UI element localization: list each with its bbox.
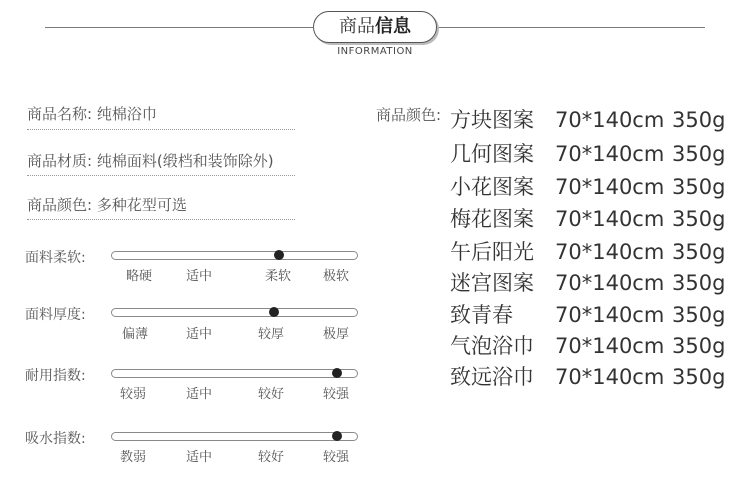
color-size: 70*140cm: [555, 175, 665, 199]
rating-tick: 适中: [186, 387, 213, 402]
slider-knob: [274, 250, 284, 260]
rating-tick: 适中: [186, 269, 213, 284]
thickness-slider: [111, 308, 358, 317]
rating-tick: 教弱: [120, 450, 147, 465]
rating-label-durability: 耐用指数:: [25, 368, 86, 384]
divider: [27, 129, 295, 130]
color-size: 70*140cm: [555, 334, 665, 358]
color-size: 70*140cm: [555, 108, 665, 132]
rating-label-absorbency: 吸水指数:: [25, 431, 86, 447]
color-size: 70*140cm: [555, 240, 665, 264]
color-name: 致远浴巾: [450, 365, 534, 389]
info-row-name: [27, 103, 157, 124]
color-weight: 350g: [672, 108, 726, 132]
rating-tick: 较弱: [120, 387, 147, 402]
color-weight: 350g: [672, 303, 726, 327]
info-row-color: [27, 194, 187, 215]
rating-tick: 适中: [186, 450, 213, 465]
rating-tick: 适中: [186, 327, 213, 342]
color-name: 迷宫图案: [450, 271, 534, 295]
color-size: 70*140cm: [555, 303, 665, 327]
divider: [27, 219, 295, 220]
absorbency-slider: [111, 432, 358, 441]
divider: [27, 175, 295, 176]
color-name: 几何图案: [450, 142, 534, 166]
section-title-normal: 商品: [339, 16, 375, 37]
color-list-label: 商品颜色:: [376, 106, 442, 124]
info-separator: :: [87, 196, 93, 214]
softness-slider: [111, 251, 358, 260]
section-title: [313, 13, 437, 41]
color-weight: 350g: [672, 365, 726, 389]
color-weight: 350g: [672, 240, 726, 264]
rating-tick: 柔软: [265, 269, 292, 284]
info-label: 商品名称: [27, 105, 88, 123]
header-line-left: [45, 27, 313, 28]
rating-tick: 极软: [323, 269, 350, 284]
color-name: 小花图案: [450, 175, 534, 199]
color-weight: 350g: [672, 207, 726, 231]
color-name: 致青春: [450, 303, 513, 327]
color-size: 70*140cm: [555, 271, 665, 295]
color-weight: 350g: [672, 175, 726, 199]
rating-label-thickness: 面料厚度:: [25, 307, 86, 323]
info-label: 商品材质: [27, 152, 88, 170]
color-weight: 350g: [672, 271, 726, 295]
color-size: 70*140cm: [555, 142, 665, 166]
color-name: 气泡浴巾: [450, 334, 534, 358]
rating-tick: 较好: [258, 387, 285, 402]
info-separator: :: [87, 152, 93, 170]
info-value: 多种花型可选: [96, 196, 187, 214]
section-subtitle: INFORMATION: [337, 46, 413, 57]
slider-knob: [332, 431, 342, 441]
color-weight: 350g: [672, 334, 726, 358]
color-name: 梅花图案: [450, 207, 534, 231]
rating-tick: 较强: [323, 450, 350, 465]
color-size: 70*140cm: [555, 207, 665, 231]
header-line-right: [437, 27, 705, 28]
color-name: 方块图案: [450, 108, 534, 132]
info-row-material: [27, 150, 274, 171]
color-weight: 350g: [672, 142, 726, 166]
color-size: 70*140cm: [555, 365, 665, 389]
rating-tick: 较好: [258, 450, 285, 465]
color-name: 午后阳光: [450, 240, 534, 264]
info-label: 商品颜色: [27, 196, 88, 214]
rating-tick: 较强: [323, 387, 350, 402]
section-title-bold: 信息: [375, 16, 411, 37]
info-value: 纯棉面料(缎档和装饰除外): [96, 152, 274, 170]
rating-tick: 略硬: [126, 269, 153, 284]
info-separator: :: [87, 105, 93, 123]
slider-knob: [269, 307, 279, 317]
slider-knob: [332, 368, 342, 378]
rating-label-softness: 面料柔软:: [25, 250, 86, 266]
rating-tick: 偏薄: [122, 327, 149, 342]
rating-tick: 较厚: [258, 327, 285, 342]
durability-slider: [111, 369, 358, 378]
info-value: 纯棉浴巾: [96, 105, 157, 123]
rating-tick: 极厚: [323, 327, 350, 342]
